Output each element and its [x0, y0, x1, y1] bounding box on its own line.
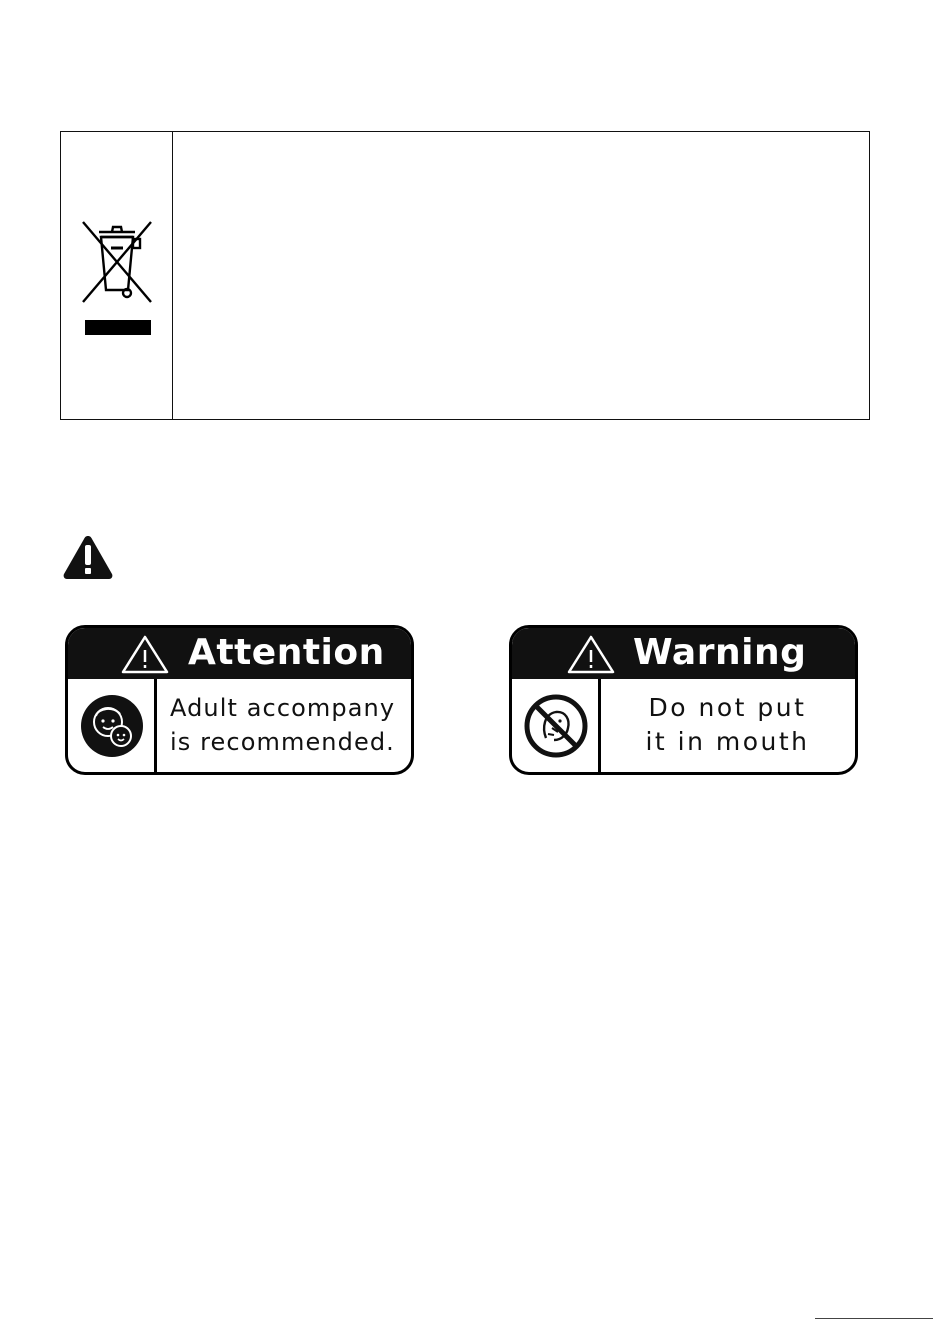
- attention-label-body: [68, 679, 411, 772]
- warning-line-1: Do not put: [648, 693, 807, 722]
- warning-label: [509, 625, 858, 775]
- warning-title: Warning: [633, 632, 807, 673]
- warning-label-body: [512, 679, 855, 772]
- adult-and-child-faces-icon: [80, 694, 144, 758]
- page-edge-rule: [815, 1318, 933, 1319]
- weee-text: [187, 146, 855, 405]
- attention-label: [65, 625, 414, 775]
- warning-label-separator: [598, 679, 601, 772]
- warning-label-header: [512, 628, 855, 679]
- attention-line-2: is recommended.: [170, 728, 395, 756]
- weee-info-box: [60, 131, 870, 420]
- warning-line-2: it in mouth: [645, 727, 810, 756]
- weee-bar: [85, 320, 151, 335]
- box-divider: [172, 132, 173, 419]
- attention-label-separator: [154, 679, 157, 772]
- warning-message: [604, 691, 851, 759]
- warning-triangle-icon: [121, 634, 169, 674]
- attention-label-header: [68, 628, 411, 679]
- attention-message: [160, 691, 407, 759]
- exclamation-triangle-icon: [62, 534, 114, 580]
- attention-line-1: Adult accompany: [170, 694, 396, 722]
- attention-title: Attention: [188, 632, 385, 673]
- warning-triangle-icon: [567, 634, 615, 674]
- no-mouth-prohibition-icon: [524, 694, 588, 758]
